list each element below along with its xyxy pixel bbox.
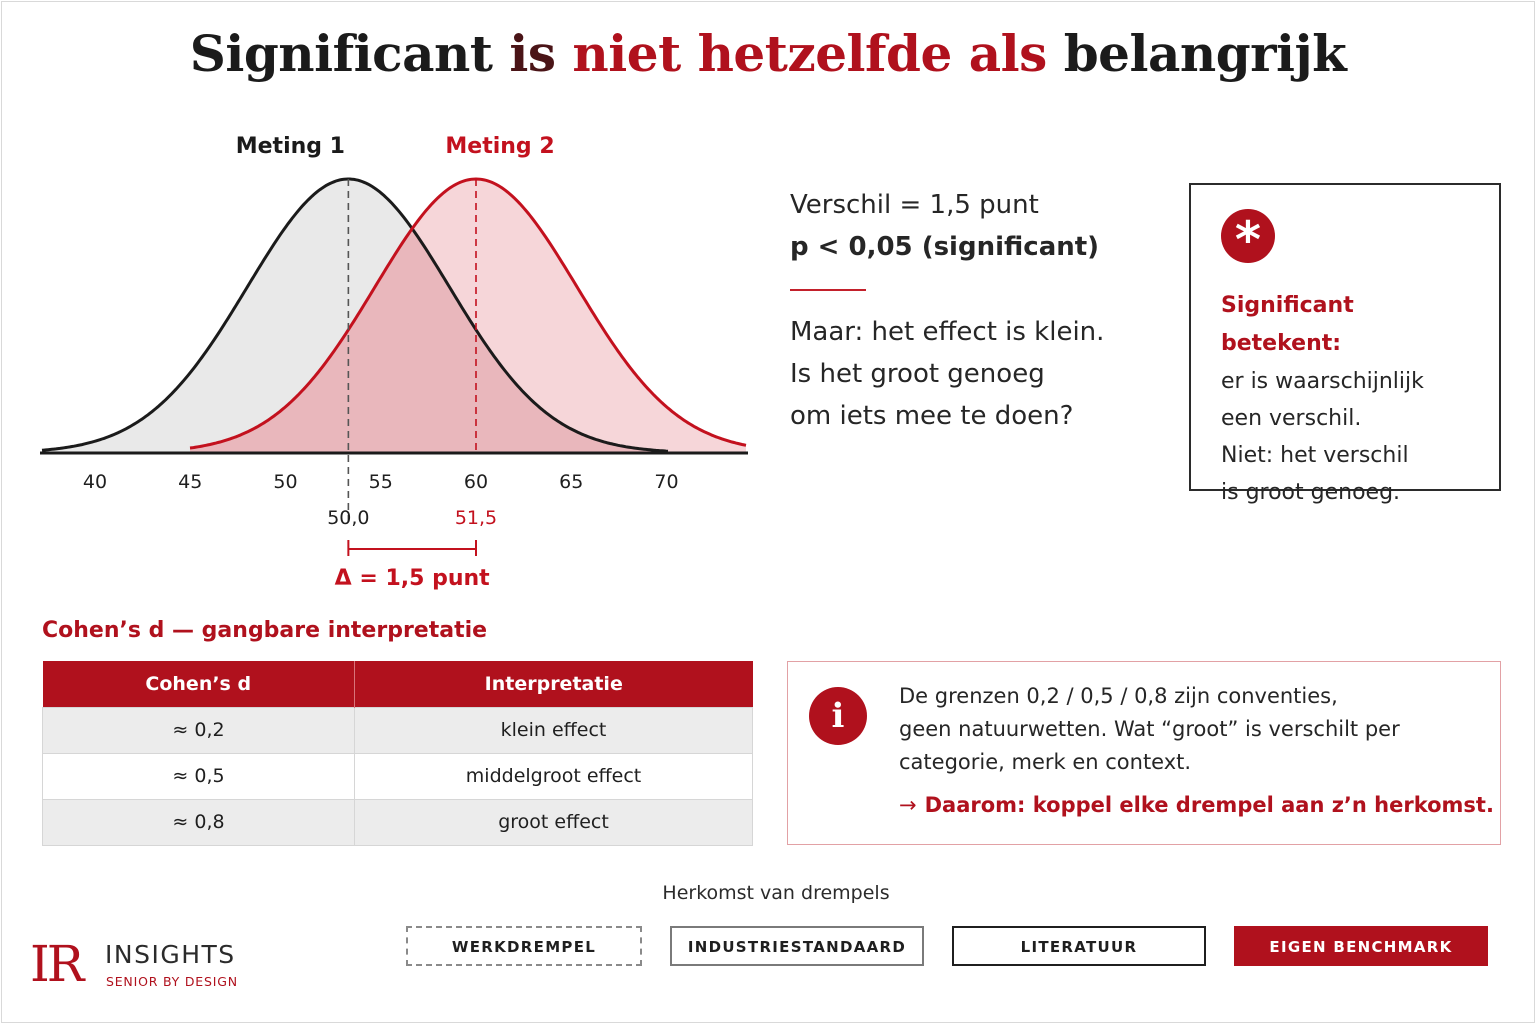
meting-1-label: Meting 1 <box>235 134 345 159</box>
meting-2-mean-label: 51,5 <box>454 507 498 529</box>
info-line: De grenzen 0,2 / 0,5 / 0,8 zijn conventies, <box>899 684 1338 708</box>
logo-tagline: SENIOR BY DESIGN <box>106 974 238 989</box>
logo-name: INSIGHTS <box>105 940 236 969</box>
tag-literatuur: LITERATUUR <box>952 926 1206 966</box>
distribution-chart <box>0 120 780 600</box>
x-tick-label: 45 <box>178 471 203 493</box>
x-tick-label: 40 <box>82 471 108 493</box>
significance-line: is groot genoeg. <box>1221 480 1401 505</box>
title-part-significant: Significant <box>189 24 493 83</box>
significance-heading: Significant betekent: <box>1221 293 1354 356</box>
table-row <box>43 753 753 799</box>
column-header-interpretatie: Interpretatie <box>355 661 753 707</box>
info-icon: i <box>809 687 867 745</box>
tag-werkdrempel: WERKDREMPEL <box>406 926 642 966</box>
question-line-1: Is het groot genoeg <box>790 359 1045 389</box>
tag-industriestandaard: INDUSTRIESTANDAARD <box>670 926 924 966</box>
info-line: categorie, merk en context. <box>899 750 1192 774</box>
arrow-right-icon: → <box>899 793 917 817</box>
title-part-is: is <box>509 24 556 83</box>
tag-eigen-benchmark: EIGEN BENCHMARK <box>1234 926 1488 966</box>
cohens-d-value: ≈ 0,2 <box>43 707 355 753</box>
title-part-belangrijk: belangrijk <box>1063 24 1347 83</box>
page-title <box>0 24 1536 83</box>
x-tick-label: 55 <box>368 471 393 493</box>
column-header-cohens-d: Cohen’s d <box>43 661 355 707</box>
p-value-text: p < 0,05 (significant) <box>790 232 1100 262</box>
info-line: geen natuurwetten. Wat “groot” is verschilt per <box>899 717 1400 741</box>
info-note <box>899 793 1494 817</box>
significance-line: er is waarschijnlijk <box>1221 369 1424 394</box>
table-row <box>43 799 753 845</box>
cohen-heading: Cohen’s d — gangbare interpretatie <box>42 618 488 643</box>
info-text <box>899 680 1479 779</box>
title-part-niet-hetzelfde: niet hetzelfde als <box>572 24 1047 83</box>
x-tick-label: 60 <box>463 471 489 493</box>
info-note-text: Daarom: koppel elke drempel aan z’n herkomst. <box>924 793 1494 817</box>
significance-line: Niet: het verschil <box>1221 443 1409 468</box>
red-divider <box>790 289 866 291</box>
origins-label: Herkomst van drempels <box>662 882 890 904</box>
difference-text: Verschil = 1,5 punt <box>790 190 1039 220</box>
stats-block <box>790 184 1170 437</box>
question-line-2: om iets mee te doen? <box>790 401 1074 431</box>
table-header-row <box>43 661 753 707</box>
interpretation-value: klein effect <box>355 707 753 753</box>
cohens-d-value: ≈ 0,8 <box>43 799 355 845</box>
x-tick-label: 65 <box>559 471 584 493</box>
significance-line: een verschil. <box>1221 406 1362 431</box>
cohens-d-value: ≈ 0,5 <box>43 753 355 799</box>
significance-callout <box>1189 183 1501 505</box>
interpretation-value: groot effect <box>355 799 753 845</box>
interpretation-value: middelgroot effect <box>355 753 753 799</box>
cohen-table <box>42 661 753 846</box>
meting-2-label: Meting 2 <box>445 134 555 159</box>
x-tick-label: 50 <box>273 471 298 493</box>
table-row <box>43 707 753 753</box>
small-effect-text: Maar: het effect is klein. <box>790 317 1105 347</box>
info-callout <box>787 661 1501 845</box>
x-tick-label: 70 <box>654 471 679 493</box>
logo-mark: IR <box>30 935 82 993</box>
delta-label: Δ = 1,5 punt <box>334 566 490 591</box>
asterisk-icon: * <box>1221 209 1275 263</box>
meting-1-mean-label: 50,0 <box>327 507 370 529</box>
